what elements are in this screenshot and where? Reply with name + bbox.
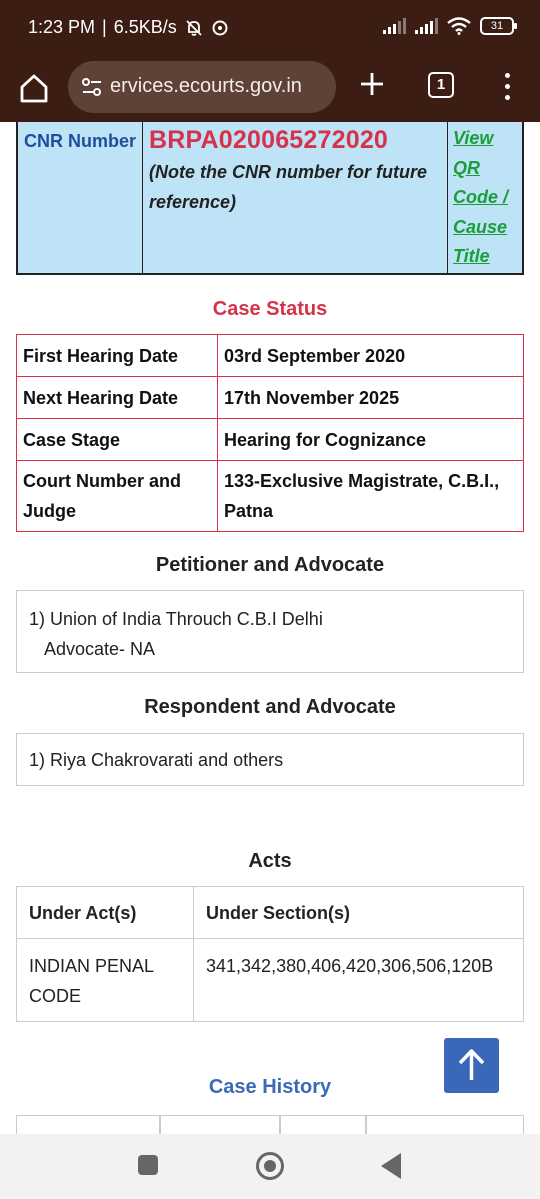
- case-status-title: Case Status: [212, 298, 328, 320]
- table-row: [17, 335, 524, 377]
- qr-link-cell: [448, 122, 522, 273]
- row-label: First Hearing Date: [17, 335, 218, 377]
- signal-1-icon: [383, 18, 406, 34]
- row-value: 133-Exclusive Magistrate, C.B.I., Patna: [218, 461, 524, 532]
- cnr-number: BRPA020065272020: [149, 126, 389, 154]
- case-history-title: Case History: [208, 1076, 332, 1098]
- column-header: Under Section(s): [194, 887, 524, 939]
- acts-table: [16, 886, 524, 1022]
- overflow-menu-icon[interactable]: [497, 70, 517, 102]
- wifi-icon: [447, 17, 471, 35]
- browser-toolbar: [0, 58, 540, 122]
- site-settings-icon[interactable]: [80, 75, 104, 99]
- table-row: [17, 939, 524, 1022]
- column-header: Under Act(s): [17, 887, 194, 939]
- status-time: 1:23 PM: [28, 17, 96, 37]
- petitioner-advocate: Advocate- NA: [44, 639, 156, 659]
- cnr-table: [16, 122, 524, 275]
- tab-switcher-button[interactable]: 1: [428, 72, 454, 98]
- signal-2-icon: [415, 18, 438, 34]
- page-content: [0, 122, 540, 1134]
- muted-bell-icon: [184, 18, 204, 38]
- new-tab-icon[interactable]: [358, 70, 386, 98]
- url-bar[interactable]: [68, 61, 336, 113]
- system-nav-bar: [0, 1134, 540, 1199]
- row-label: Case Stage: [17, 419, 218, 461]
- cnr-note: (Note the CNR number for future reference): [149, 162, 427, 212]
- cnr-label: CNR Number: [18, 122, 143, 273]
- row-label: Next Hearing Date: [17, 377, 218, 419]
- chat-bubble-icon: [211, 19, 229, 37]
- cnr-value-cell: [143, 122, 448, 273]
- table-row: [17, 419, 524, 461]
- row-value: Hearing for Cognizance: [218, 419, 524, 461]
- petitioner-box: [16, 590, 524, 673]
- row-value: 03rd September 2020: [218, 335, 524, 377]
- section-cell: 341,342,380,406,420,306,506,120B: [194, 939, 524, 1022]
- case-status-table: [16, 334, 524, 532]
- row-value: 17th November 2025: [218, 377, 524, 419]
- status-bar: 1:23 PM | 6.5KB/s 31: [0, 0, 540, 58]
- table-header-row: [17, 887, 524, 939]
- network-speed: 6.5KB/s: [113, 17, 177, 37]
- home-nav-icon[interactable]: [256, 1152, 284, 1180]
- back-icon[interactable]: [381, 1153, 401, 1179]
- url-text[interactable]: ervices.ecourts.gov.in: [110, 75, 302, 97]
- act-cell: INDIAN PENAL CODE: [17, 939, 194, 1022]
- petitioner-name: 1) Union of India Throuch C.B.I Delhi: [29, 609, 323, 629]
- recent-apps-icon[interactable]: [138, 1155, 158, 1175]
- view-qr-code-link[interactable]: View QR Code / Cause Title: [453, 128, 509, 266]
- row-label: Court Number and Judge: [17, 461, 218, 532]
- petitioner-title: Petitioner and Advocate: [155, 554, 385, 576]
- table-row: [17, 377, 524, 419]
- acts-title: Acts: [248, 850, 292, 872]
- home-icon[interactable]: [16, 70, 52, 106]
- battery-icon: 31: [480, 17, 514, 35]
- respondent-box: [16, 733, 524, 786]
- table-row: [17, 461, 524, 532]
- respondent-name: 1) Riya Chakrovarati and others: [29, 750, 284, 770]
- respondent-title: Respondent and Advocate: [144, 696, 396, 718]
- case-history-table: [16, 1115, 524, 1134]
